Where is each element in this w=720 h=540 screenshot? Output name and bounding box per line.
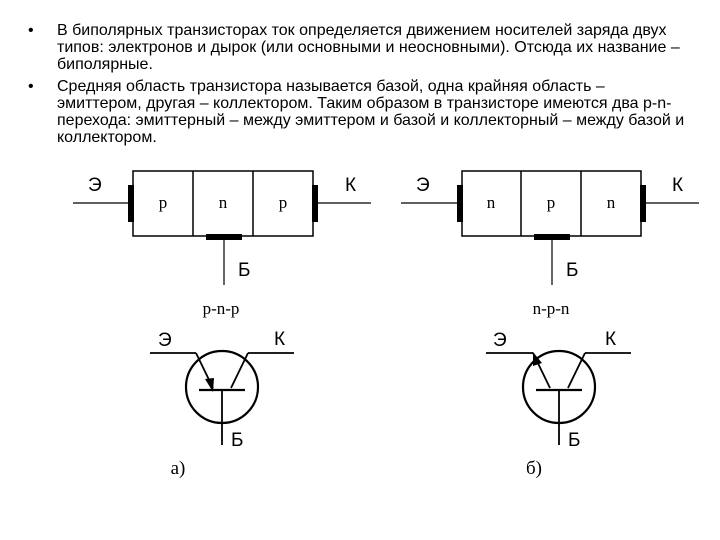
emitter-contact [457, 185, 463, 222]
region-label: p [158, 193, 168, 212]
symbol-emitter-label: Э [493, 330, 507, 351]
bullet-dot: • [28, 22, 34, 39]
region-label: n [486, 193, 496, 212]
npn-structure [401, 171, 699, 318]
symbol-base-label: Б [231, 430, 244, 451]
base-contact [206, 234, 242, 240]
base-label: Б [566, 260, 579, 281]
npn-symbol [486, 329, 631, 479]
base-label: Б [238, 260, 251, 281]
collector-line [568, 353, 585, 388]
emitter-contact [128, 185, 134, 222]
base-contact [534, 234, 570, 240]
pnp-structure [73, 171, 371, 318]
caption: а) [170, 458, 186, 479]
region-label: p [278, 193, 288, 212]
symbol-collector-label: К [605, 329, 617, 350]
region-label: n [606, 193, 616, 212]
emitter-arrow-icon [533, 352, 542, 366]
pnp-symbol [150, 329, 294, 479]
symbol-base-label: Б [568, 430, 581, 451]
region-label: n [218, 193, 228, 212]
collector-label: К [672, 175, 684, 196]
region-label: p [546, 193, 556, 212]
bullet-text: В биполярных транзисторах ток определяется движением носителей заряда двух типов: электронов и дырок (или основными и неосновными). Отсюда их название – биполярные. [57, 22, 680, 73]
symbol-emitter-label: Э [158, 330, 172, 351]
collector-contact [312, 185, 318, 222]
symbol-collector-label: К [274, 329, 286, 350]
collector-line [231, 353, 248, 388]
bullet-text: Средняя область транзистора называется базой, одна крайняя область – эмиттером, другая – коллектором. Таким образом в транзисторе имеются два p-n- перехода: эмиттерный – между эмиттером и базой и коллекторный – между базой и коллектором. [57, 78, 685, 146]
collector-label: К [345, 175, 357, 196]
collector-contact [640, 185, 646, 222]
type-label: p-n-p [202, 299, 240, 318]
emitter-label: Э [416, 175, 430, 196]
bullet-dot: • [28, 78, 34, 95]
emitter-label: Э [88, 175, 102, 196]
type-label: n-p-n [532, 299, 570, 318]
caption: б) [526, 458, 542, 479]
